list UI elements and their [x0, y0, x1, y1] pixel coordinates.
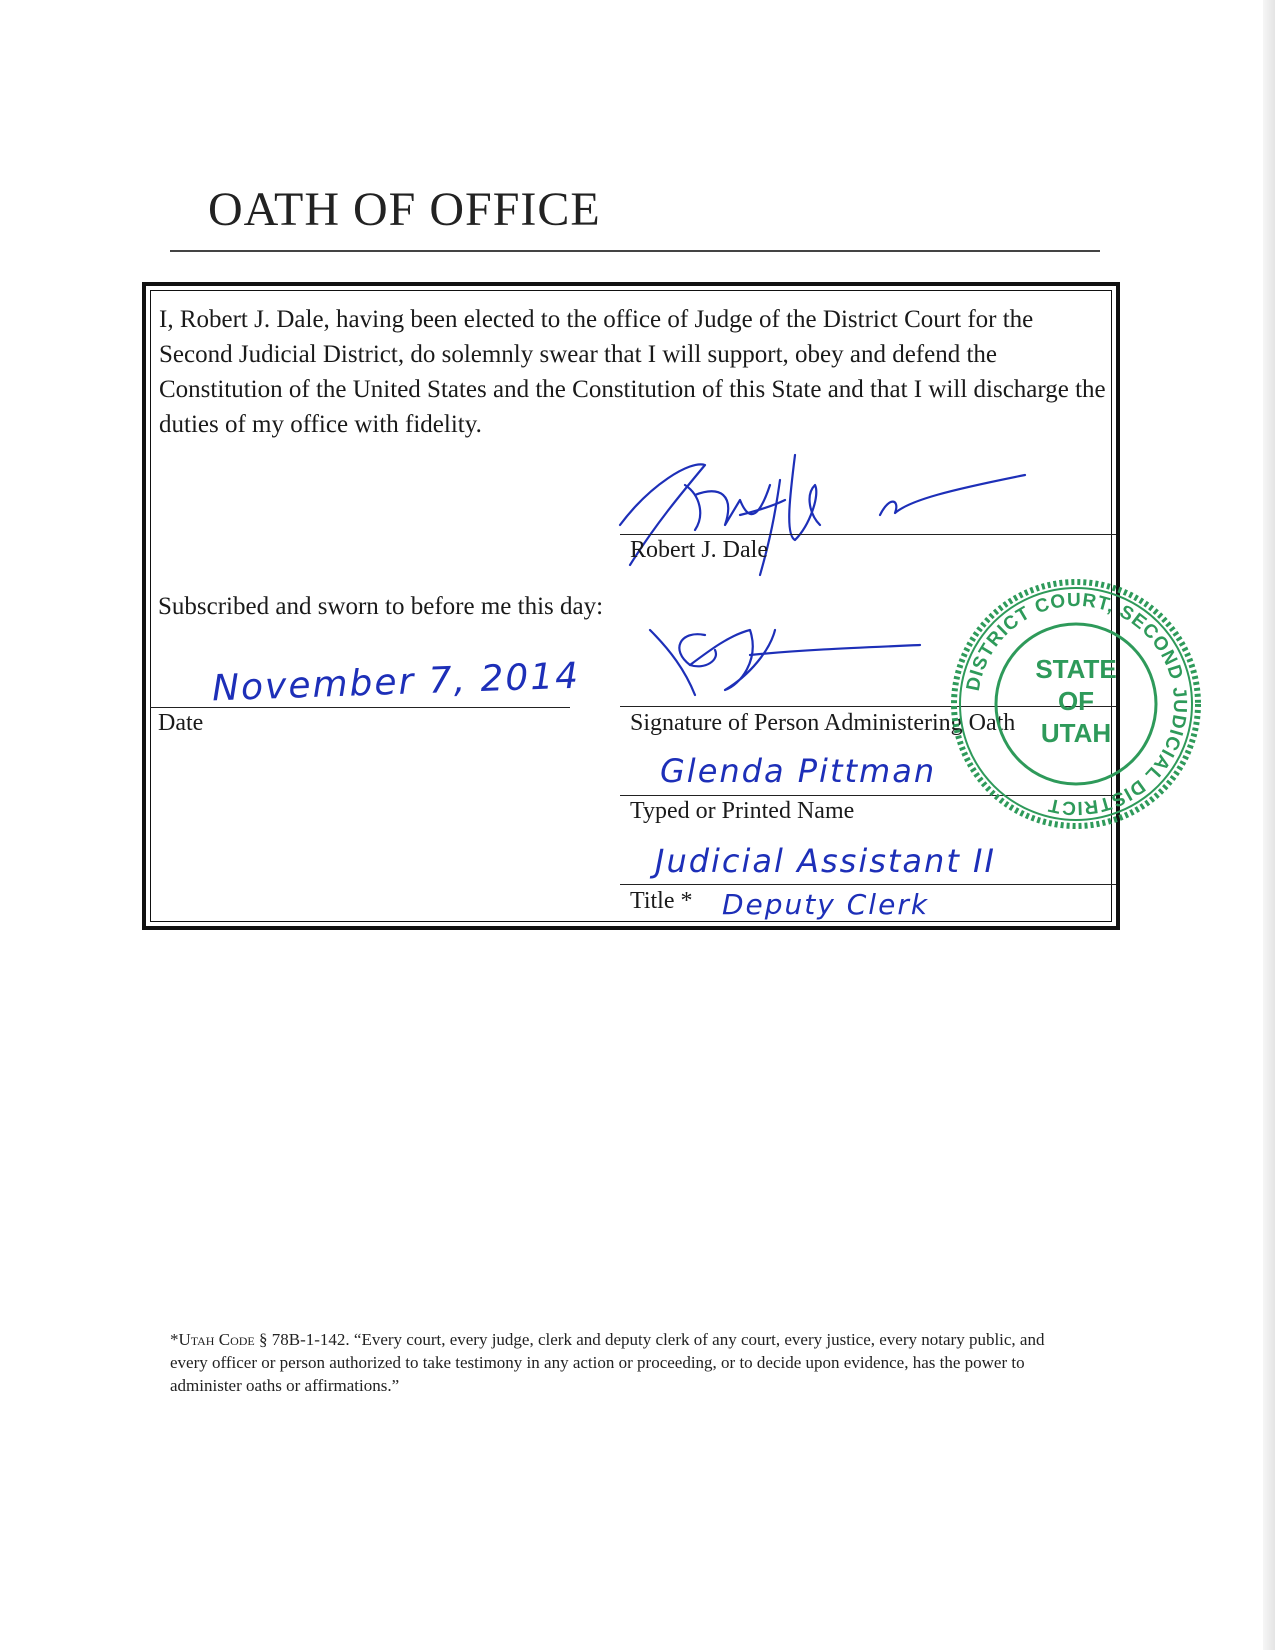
title-line	[620, 884, 1116, 885]
date-value: November 7, 2014	[211, 655, 581, 710]
typed-name-label: Typed or Printed Name	[630, 798, 855, 824]
seal-center-line-1: STATE	[1035, 654, 1117, 684]
officer-signature-line	[620, 534, 1116, 535]
date-label: Date	[158, 710, 204, 736]
subscribed-statement: Subscribed and sworn to before me this day:	[158, 593, 604, 620]
footnote	[170, 1328, 1060, 1397]
title-value: Judicial Assistant II	[655, 842, 996, 880]
title-extra-value: Deputy Clerk	[722, 888, 930, 921]
seal-center-line-3: UTAH	[1040, 718, 1112, 748]
court-seal	[950, 578, 1202, 830]
oath-statement: I, Robert J. Dale, having been elected to the office of Judge of the District Court for the Second Judicial District, do solemnly swear that I will support, obey and defend the Constitution of the United States and the Constitution of this State and that I will discharge the duties of my office with fidelity.	[159, 306, 1106, 438]
date-line	[150, 707, 570, 708]
title-label: Title *	[630, 888, 693, 914]
page-edge-shadow	[1263, 0, 1275, 1650]
footnote-citation: *Utah Code	[170, 1330, 255, 1349]
footnote-text: § 78B-1-142. “Every court, every judge, clerk and deputy clerk of any court, every justice, every notary public, and every officer or person authorized to take testimony in any action or proceeding, or to decide upon evidence, has the power to administer oaths or affirmations.”	[170, 1330, 1045, 1395]
administrator-signature-label: Signature of Person Administering Oath	[630, 710, 1016, 736]
administrator-signature	[650, 620, 930, 700]
title-divider	[170, 250, 1100, 252]
seal-ring-text: DISTRICT COURT, SECOND JUDICIAL DISTRICT	[962, 589, 1191, 819]
typed-name-value: Glenda Pittman	[660, 752, 937, 790]
seal-center-line-2: OF	[1057, 686, 1095, 716]
page-title: OATH OF OFFICE	[208, 183, 601, 236]
officer-name-label: Robert J. Dale	[630, 537, 768, 563]
